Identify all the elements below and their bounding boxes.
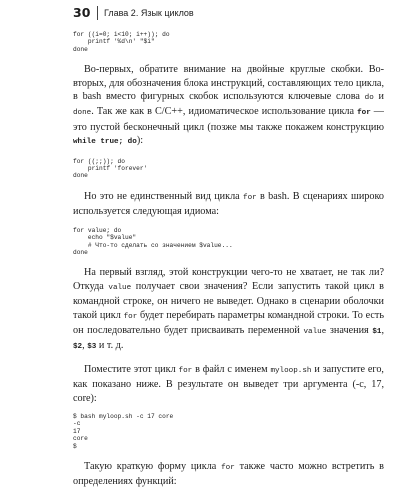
code-block-terminal-output: $ bash myloop.sh -c 17 core -c 17 core $ (73, 412, 174, 450)
inline-code-filename: myloop.sh (270, 366, 312, 375)
inline-code-arg1: $1 (372, 327, 382, 336)
page-number: 30 (73, 5, 91, 20)
inline-code-while: while true; do (73, 138, 137, 147)
inline-code-done: done (73, 109, 92, 118)
chapter-title: Глава 2. Язык циклов (97, 6, 194, 20)
code-block-c-style-for: for ((i=0; i<10; i++)); do printf '%d\n' "$i" done (73, 31, 170, 53)
paragraph-myloop: Поместите этот цикл for в файл с именем myloop.sh и запустите его, как показано ниже. В результате он выведет три аргумента (-c, 17, core): (73, 363, 384, 404)
inline-code-arg3: $3 (87, 343, 97, 352)
paragraph-positional-args: На первый взгляд, этой конструкции чего-то не хватает, не так ли? Откуда value получает свои значения? Если запустить такой цикл в командной строке, он ничего не выведет. Однако в сценарии оболочки такой цикл for будет перебирать параметры командной строки. То есть он последовательно будет присваивать переменной value значения $1, $2, $3 и т. д. (73, 267, 384, 352)
inline-code-for: for (178, 366, 193, 375)
inline-code-for: for (123, 312, 138, 321)
paragraph-function-form: Такую краткую форму цикла for также часто можно встретить в определениях функций: (73, 461, 384, 488)
inline-code-value: value (303, 327, 327, 336)
page-header (73, 6, 384, 28)
paragraph-double-parens: Во-первых, обратите внимание на двойные круглые скобки. Во-вторых, для обозначения блока инструкций, составляющих тело цикла, в bash вместо фигурных скобок используются ключевые слова do и done. Так же как в C/C++, идиоматическое использование цикла for — это пустой бесконечный цикл (позже мы также покажем конструкцию while true; do): (73, 64, 384, 147)
inline-code-for: for (221, 464, 235, 472)
inline-code-do: do (364, 94, 374, 103)
inline-code-arg2: $2 (73, 343, 83, 352)
code-block-infinite-loop: for ((;;)); do printf 'forever' done (73, 157, 148, 180)
paragraph-idiom: Но это не единственный вид цикла for в bash. В сценариях широко используется следующая идиома: (73, 190, 384, 218)
inline-code-for: for (357, 109, 371, 118)
inline-code-for: for (243, 193, 257, 202)
code-block-for-value: for value; do echo "$value" # Что-то сделать со значением $value... done (73, 226, 233, 256)
inline-code-value: value (108, 283, 132, 292)
